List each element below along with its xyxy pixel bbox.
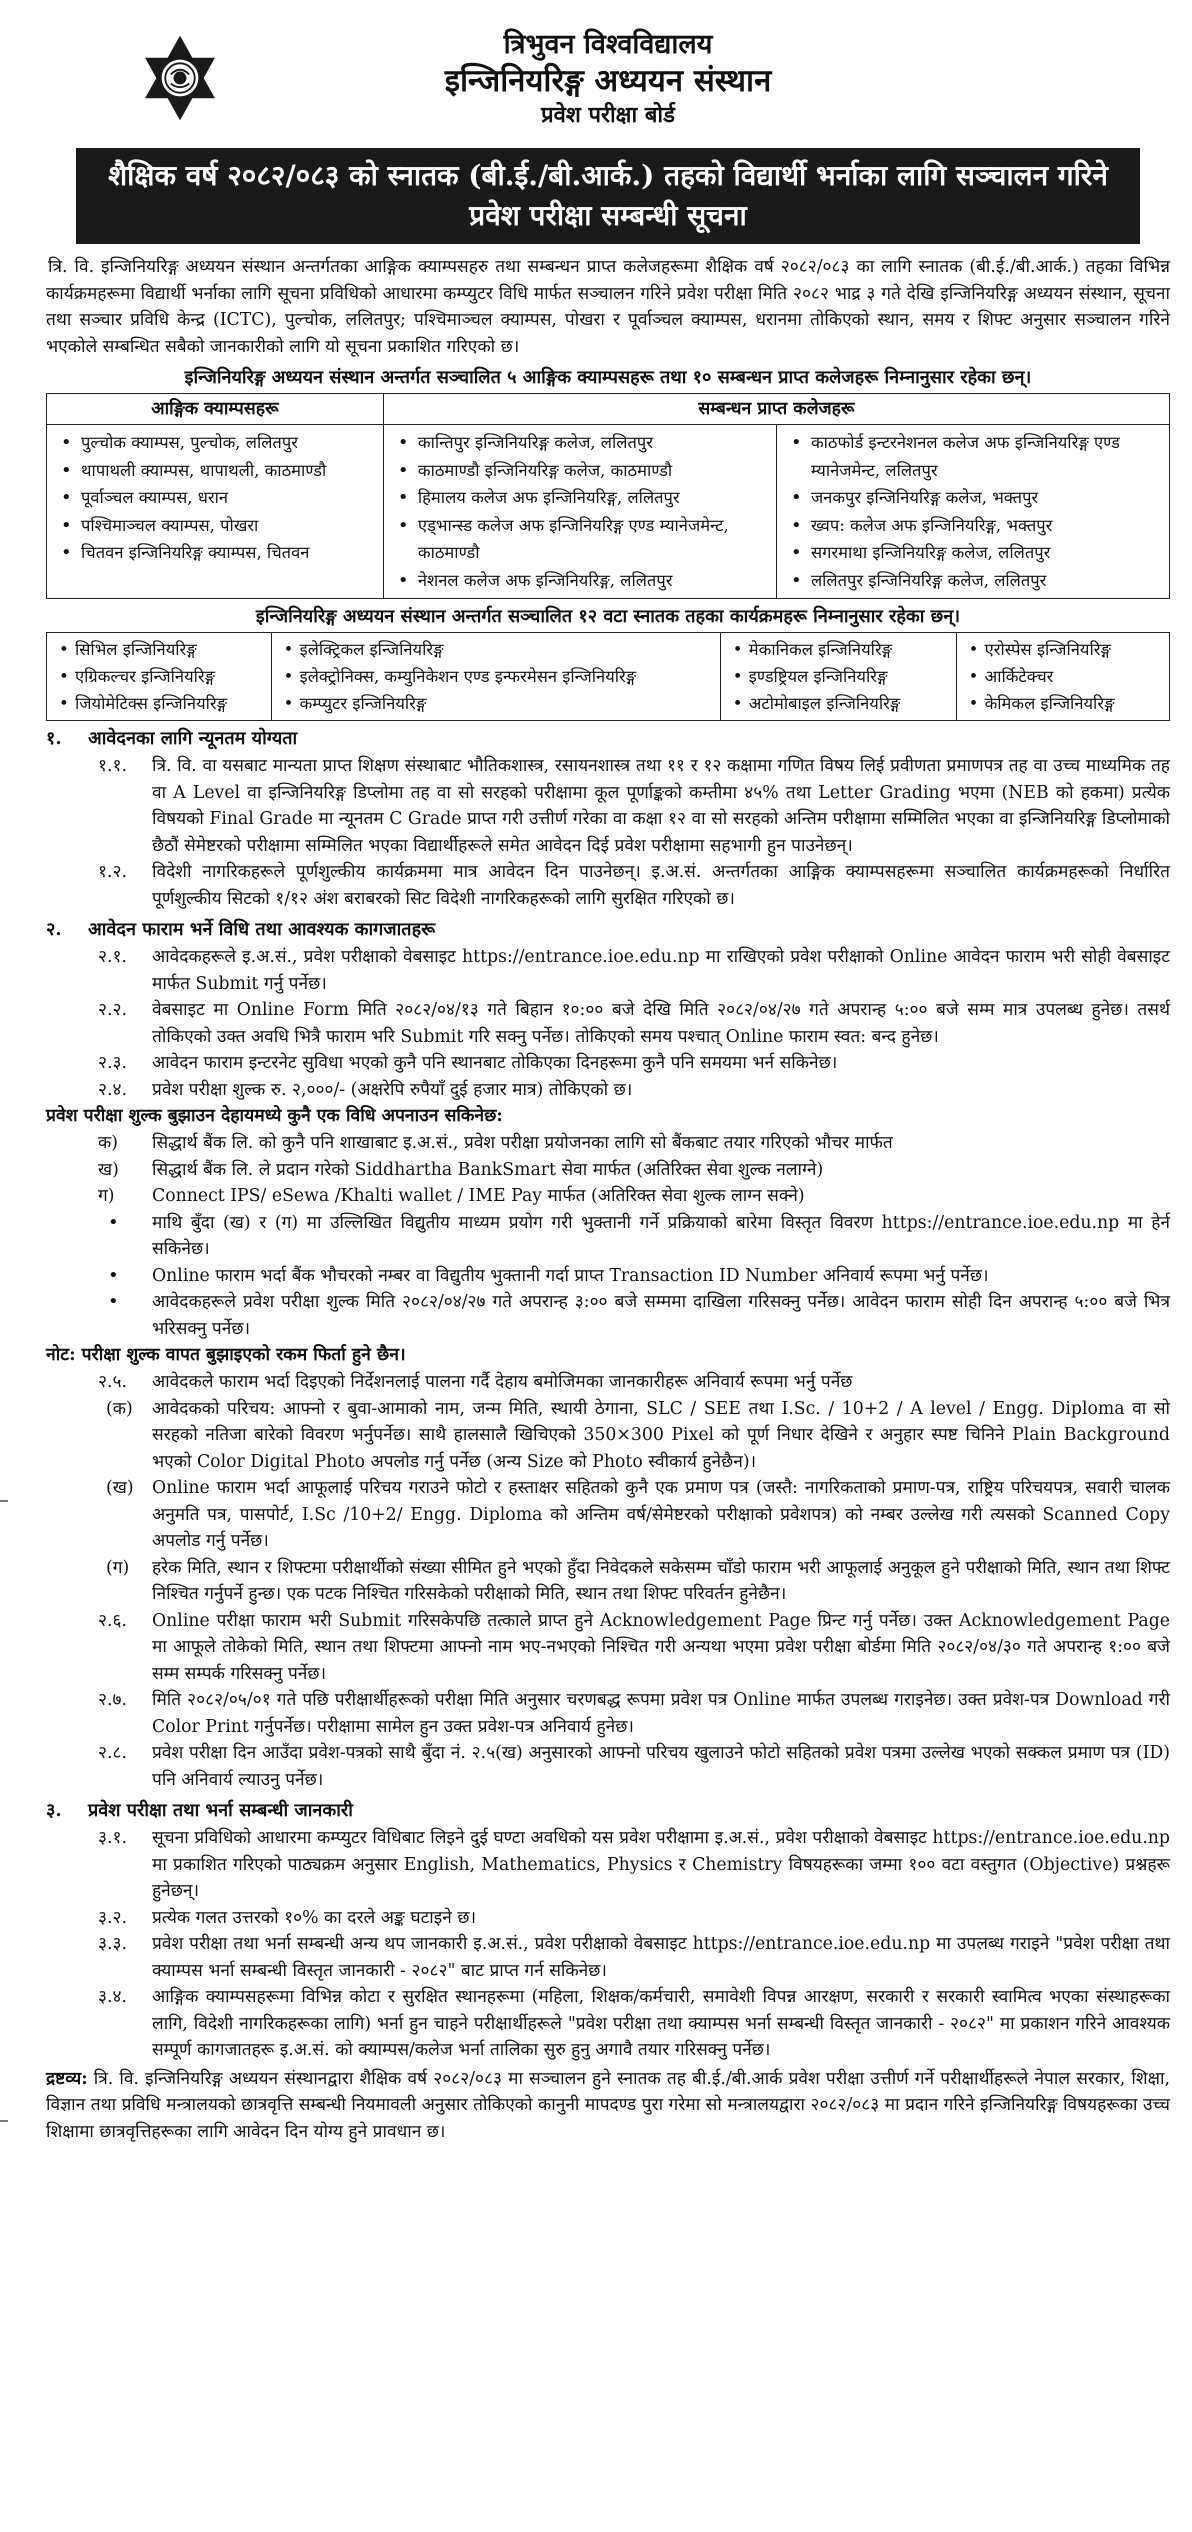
- campus-heading: इन्जिनियरिङ्ग अध्ययन संस्थान अन्तर्गत सञ्चालित ५ आङ्गिक क्याम्पसहरू तथा १० सम्बन्धन प्राप्त कलेजहरू निम्नानुसार रहेका छन्।: [184, 367, 1032, 388]
- subclause-label: (ग): [106, 1557, 130, 1578]
- section-1-title: [46, 725, 1170, 753]
- subclause-text: Online फाराम भर्दा आफूलाई परिचय गराउने फोटो र हस्ताक्षर सहितको कुनै एक प्रमाण पत्र (जस्तै: नागरिकताको प्रमाण-पत्र, राष्ट्रिय परिचयपत्र, सवारी चालक अनुमति पत्र, पासपोर्ट, I.Sc /10+2/ Engg. Diploma को अन्तिम वर्ष/सेमेष्टरको परीक्षाको प्रवेशपत्र) को नम्बर उल्लेख गरी त्यसको Scanned Copy अपलोड गर्नु पर्नेछ।: [152, 1478, 1170, 1551]
- footnote-text: त्रि. वि. इन्जिनियरिङ्ग अध्ययन संस्थानद्वारा शैक्षिक वर्ष २०८२/०८३ मा सञ्चालन हुने स्नातक तह बी.ई./बी.आर्क प्रवेश परीक्षा उत्तीर्ण गर्ने परीक्षार्थीहरूले नेपाल सरकार, शिक्षा, विज्ञान तथा प्रविधि मन्त्रालयको छात्रवृत्ति सम्बन्धी नियमावली अनुसार तोकिएको कानुनी मापदण्ड पुरा गरेमा सो मन्त्रालयद्वारा २०८२/०८३ मा प्रदान गरिने इन्जिनियरिङ्ग विषयहरूका उच्च शिक्षामा छात्रवृत्तिहरूका लागि आवेदन दिन योग्य हुने प्रावधान छ।: [46, 2068, 1170, 2142]
- subclause-text: हरेक मिति, स्थान र शिफ्टमा परीक्षार्थीको संख्या सीमित हुने भएको हुँदा निवेदकले सकेसम्म चाँडो फाराम भरी आफूलाई अनुकूल हुने परीक्षाको मिति, स्थान तथा शिफ्ट निश्चित गर्नुपर्ने हुन्छ। एक पटक निश्चित गरिसकेको परीक्षाको मिति, स्थान तथा शिफ्ट परिवर्तन हुनेछैन।: [152, 1557, 1170, 1604]
- clause-2-4: [46, 1077, 1170, 1104]
- affiliated-header: सम्बन्धन प्राप्त कलेजहरू: [383, 394, 1169, 425]
- title-banner: [76, 148, 1140, 244]
- clause-text: आवेदन फाराम इन्टरनेट सुविधा भएको कुनै पनि स्थानबाट तोकिएका दिनहरूमा कुनै पनि समयमा भर्न सकिनेछ।: [152, 1053, 838, 1073]
- clause-text: विदेशी नागरिकहरूले पूर्णशुल्कीय कार्यक्रममा मात्र आवेदन दिन पाउनेछन्। इ.अ.सं. अन्तर्गतका आङ्गिक क्याम्पसहरूमा सञ्चालित कार्यक्रमहरूको निर्धारित पूर्णशुल्कीय सिटको १/१२ अंश बराबरको सिट विदेशी नागरिकहरूको लागि सुरक्षित गरिएको छ।: [152, 862, 1170, 909]
- list-item: • आर्किटेक्चर: [985, 663, 1163, 690]
- fee-option-ka: [46, 1130, 1170, 1157]
- clause-text: आङ्गिक क्याम्पसहरूमा विभिन्न कोटा र सुरक्षित स्थानहरूमा (महिला, शिक्षक/कर्मचारी, समावेशी विपन्न आरक्षण, सरकारी र सरकारी स्वामित्व भएका संस्थाहरूका लागि, विदेशी नागरिकहरूका लागि) भर्ना हुन चाहने परीक्षार्थीहरूले "प्रवेश परीक्षा तथा क्याम्पस भर्ना सम्बन्धी विस्तृत जानकारी - २०८२" मा प्रकाशन गरिने आवश्यक सम्पूर्ण कागजातहरू इ.अ.सं. को क्याम्पस/कलेज भर्ना तालिका सुरु हुनु अगावै तयार गरिसक्नु पर्नेछ।: [152, 1987, 1170, 2060]
- clause-text: Online परीक्षा फाराम भरी Submit गरिसकेपछि तत्काले प्राप्त हुने Acknowledgement Page प्रिन्ट गर्नु पर्नेछ। उक्त Acknowledgement Page मा आफूले तोकेको मिति, स्थान तथा शिफ्टमा आफ्नो नाम भए-नभएको निश्चित गरी अन्यथा भएमा प्रवेश परीक्षा बोर्डमा मिति २०८२/०४/३० गते अपरान्ह १:०० बजे सम्म सम्पर्क गरिसक्नु पर्नेछ।: [152, 1610, 1170, 1684]
- program-table: [46, 632, 1170, 721]
- program-col-3: [720, 633, 956, 721]
- list-item: • पूर्वाञ्चल क्याम्पस, धरान: [81, 484, 377, 512]
- campus-table: [46, 393, 1170, 599]
- banner-line-2: प्रवेश परीक्षा सम्बन्धी सूचना: [469, 199, 747, 232]
- list-item: • सगरमाथा इन्जिनियरिङ्ग कलेज, ललितपुर: [811, 539, 1163, 567]
- clause-2-5-kha: [46, 1475, 1170, 1555]
- list-item: • काठमाण्डौ इन्जिनियरिङ्ग कलेज, काठमाण्डौ: [418, 457, 770, 485]
- subclause-label: (क): [106, 1398, 133, 1419]
- list-item: • केमिकल इन्जिनियरिङ्ग: [985, 690, 1163, 717]
- list-item: • हिमालय कलेज अफ इन्जिनियरिङ्ग, ललितपुर: [418, 484, 770, 512]
- clause-text: मिति २०८२/०५/०१ गते पछि परीक्षार्थीहरूको परीक्षा मिति अनुसार चरणबद्ध रूपमा प्रवेश पत्र Online मार्फत उपलब्ध गराइनेछ। उक्त प्रवेश-पत्र Download गरी Color Print गर्नुपर्नेछ। परीक्षामा सामेल हुन उक्त प्रवेश-पत्र अनिवार्य हुनेछ।: [152, 1690, 1170, 1737]
- clause-number: २.१.: [98, 947, 127, 967]
- affiliated-list-b: [776, 425, 1169, 599]
- header: [46, 28, 1170, 148]
- clause-2-5: [46, 1369, 1170, 1396]
- clause-3-4: [46, 1984, 1170, 2064]
- list-item: • कम्प्युटर इन्जिनियरिङ्ग: [300, 690, 714, 717]
- section-number: १.: [46, 728, 62, 749]
- intro-paragraph: त्रि. वि. इन्जिनियरिङ्ग अध्ययन संस्थान अन्तर्गतका आङ्गिक क्याम्पसहरु तथा सम्बन्धन प्राप्त कलेजहरूमा शैक्षिक वर्ष २०८२/०८३ का लागि स्नातक (बी.ई./बी.आर्क.) तहका विभिन्न कार्यक्रमहरूमा विद्यार्थी भर्नाका लागि सूचना प्रविधिको आधारमा कम्प्युटर विधि मार्फत सञ्चालन गरिने प्रवेश परीक्षा मिति २०८२ भाद्र ३ गते देखि इन्जिनियरिङ्ग अध्ययन संस्थान, सूचना तथा सञ्चार प्रविधि केन्द्र (ICTC), पुल्चोक, ललितपुर; पश्चिमाञ्चल क्याम्पस, पोखरा र पूर्वाञ्चल क्याम्पस, धरानमा तोकिएको स्थान, समय र शिफ्ट अनुसार सञ्चालन गरिने भएकोले सम्बन्धित सबैको जानकारीको लागि यो सूचना प्रकाशित गरिएको छ।: [46, 257, 1170, 357]
- list-item: • एग्रिकल्चर इन्जिनियरिङ्ग: [75, 663, 265, 690]
- clause-number: १.२.: [98, 862, 127, 882]
- clause-3-1: [46, 1825, 1170, 1905]
- list-item: • जियोमेटिक्स इन्जिनियरिङ्ग: [75, 690, 265, 717]
- list-item: • अटोमोबाइल इन्जिनियरिङ्ग: [749, 690, 950, 717]
- option-label: क): [98, 1133, 119, 1153]
- option-label: ग): [98, 1186, 115, 1206]
- list-item: • एरोस्पेस इन्जिनियरिङ्ग: [985, 636, 1163, 663]
- scan-mark: [0, 1500, 8, 1502]
- list-item: • चितवन इन्जिनियरिङ्ग क्याम्पस, चितवन: [81, 539, 377, 567]
- list-item: • जनकपुर इन्जिनियरिङ्ग कलेज, भक्तपुर: [811, 484, 1163, 512]
- clause-text: आवेदकहरूले इ.अ.सं., प्रवेश परीक्षाको वेबसाइट https://entrance.ioe.edu.np मा राखिएको प्रवेश परीक्षाको Online आवेदन फाराम भरी सोही वेबसाइट मार्फत Submit गर्नु पर्नेछ।: [152, 947, 1170, 994]
- clause-number: २.८.: [98, 1743, 127, 1763]
- university-name: त्रिभुवन विश्वविद्यालय: [503, 29, 713, 60]
- clause-text: प्रवेश परीक्षा दिन आउँदा प्रवेश-पत्रको साथै बुँदा नं. २.५(ख) अनुसारको आफ्नो परिचय खुलाउने फोटो सहितको प्रवेश पत्रमा उल्लेख भएको सक्कल प्रमाण पत्र (ID) पनि अनिवार्य ल्याउनु पर्नेछ।: [152, 1743, 1170, 1790]
- list-item: • इलेक्ट्रिकल इन्जिनियरिङ्ग: [300, 636, 714, 663]
- clause-number: २.७.: [98, 1690, 127, 1710]
- section-title-text: आवेदन फाराम भर्ने विधि तथा आवश्यक कागजातहरू: [88, 919, 436, 940]
- refund-note: नोट: परीक्षा शुल्क वापत बुझाइएको रकम फिर्ता हुने छैन।: [46, 1345, 406, 1365]
- clause-text: प्रवेश परीक्षा तथा भर्ना सम्बन्धी अन्य थप जानकारी इ.अ.सं., प्रवेश परीक्षाको वेबसाइट https://entrance.ioe.edu.np मा उपलब्ध गराइने "प्रवेश परीक्षा तथा क्याम्पस भर्ना सम्बन्धी विस्तृत जानकारी - २०८२" बाट प्राप्त गर्न सकिनेछ।: [152, 1934, 1170, 1981]
- section-title-text: प्रवेश परीक्षा तथा भर्ना सम्बन्धी जानकारी: [88, 1800, 353, 1821]
- clause-2-3: [46, 1050, 1170, 1077]
- section-3-title: [46, 1797, 1170, 1825]
- banner-line-1: शैक्षिक वर्ष २०८२/०८३ को स्नातक (बी.ई./बी.आर्क.) तहको विद्यार्थी भर्नाका लागि सञ्चालन गरिने: [108, 159, 1108, 192]
- clause-text: प्रवेश परीक्षा शुल्क रु. २,०००/- (अक्षरेपि रुपैयाँ दुई हजार मात्र) तोकिएको छ।: [152, 1079, 633, 1100]
- list-item: • थापाथली क्याम्पस, थापाथली, काठमाण्डौ: [81, 457, 377, 485]
- scan-mark: [0, 2120, 8, 2122]
- list-item: • इण्डष्ट्रियल इन्जिनियरिङ्ग: [749, 663, 950, 690]
- list-item: • कान्तिपुर इन्जिनियरिङ्ग कलेज, ललितपुर: [418, 429, 770, 457]
- clause-number: ३.४.: [98, 1987, 127, 2007]
- list-item: • ललितपुर इन्जिनियरिङ्ग कलेज, ललितपुर: [811, 567, 1163, 595]
- clause-number: ३.३.: [98, 1934, 127, 1954]
- clause-3-3: [46, 1931, 1170, 1984]
- program-col-4: [956, 633, 1169, 721]
- clause-1-2: [46, 859, 1170, 912]
- list-item: • पश्चिमाञ्चल क्याम्पस, पोखरा: [81, 512, 377, 540]
- fee-option-kha: [46, 1157, 1170, 1184]
- clause-text: प्रत्येक गलत उत्तरको १०% का दरले अङ्क घटाइने छ।: [152, 1907, 476, 1928]
- program-col-2: [271, 633, 720, 721]
- option-text: Connect IPS/ eSewa /Khalti wallet / IME Pay मार्फत (अतिरिक्त सेवा शुल्क लाग्न सक्ने): [152, 1186, 805, 1206]
- clause-1-1: [46, 753, 1170, 859]
- clause-number: २.३.: [98, 1053, 127, 1073]
- constituent-list: [47, 425, 384, 599]
- list-item: • मेकानिकल इन्जिनियरिङ्ग: [749, 636, 950, 663]
- list-item: • काठफोर्ड इन्टरनेशनल कलेज अफ इन्जिनियरिङ्ग एण्ड म्यानेजमेन्ट, ललितपुर: [811, 429, 1163, 484]
- clause-3-2: [46, 1905, 1170, 1932]
- footnote-label: द्रष्टव्य:: [46, 2068, 88, 2089]
- option-text: सिद्धार्थ बैंक लि. ले प्रदान गरेको Siddhartha BankSmart सेवा मार्फत (अतिरिक्त सेवा शुल्क नलाग्ने): [152, 1159, 824, 1180]
- clause-text: वेबसाइट मा Online Form मिति २०८२/०४/१३ गते बिहान १०:०० बजे देखि मिति २०८२/०४/२७ गते अपरान्ह ५:०० बजे सम्म मात्र उपलब्ध हुनेछ। तसर्थ तोकिएको उक्त अवधि भित्रै फाराम भरि Submit गरि सक्नु पर्नेछ। तोकिएको समय पश्चात् Online फाराम स्वत: बन्द हुनेछ।: [152, 1000, 1170, 1047]
- clause-number: ३.१.: [98, 1828, 127, 1848]
- institute-name: इन्जिनियरिङ्ग अध्ययन संस्थान: [444, 63, 772, 99]
- fee-bullet-2: • Online फाराम भर्दा बैंक भौचरको नम्बर वा विद्युतीय भुक्तानी गर्दा प्राप्त Transaction ID Number अनिवार्य रूपमा भर्नु पर्नेछ।: [46, 1263, 1170, 1290]
- fee-option-ga: [46, 1183, 1170, 1210]
- clause-text: त्रि. वि. वा यसबाट मान्यता प्राप्त शिक्षण संस्थाबाट भौतिकशास्त्र, रसायनशास्त्र तथा ११ र १२ कक्षामा गणित विषय लिई प्रवीणता प्रमाणपत्र तह वा उच्च माध्यमिक तह वा A Level वा इन्जिनियरिङ्ग डिप्लोमा तह वा सो सरहको परीक्षामा कूल पूर्णाङ्कको कम्तीमा ४५% तथा Letter Grading भएमा (NEB को हकमा) प्रत्येक विषयको Final Grade मा न्यूनतम C Grade प्राप्त गरी उत्तीर्ण गरेका वा कक्षा १२ वा सो सरहको अन्तिम परीक्षामा सम्मिलित भएका वा इन्जिनियरिङ्ग डिप्लोमाको छैठौं सेमेष्टरको परीक्षामा सम्मिलित भएका विद्यार्थीहरूले समेत आवेदन दिई प्रवेश परीक्षामा सहभागी हुन पाउनेछन्।: [152, 756, 1170, 856]
- list-item: • ख्वप: कलेज अफ इन्जिनियरिङ्ग, भक्तपुर: [811, 512, 1163, 540]
- fee-method-heading: प्रवेश परीक्षा शुल्क बुझाउन देहायमध्ये कुनै एक विधि अपनाउन सकिनेछ:: [46, 1106, 503, 1126]
- program-col-1: [47, 633, 272, 721]
- section-number: ३.: [46, 1800, 62, 1821]
- clause-number: २.२.: [98, 1000, 127, 1020]
- subclause-text: आवेदकको परिचय: आफ्नो र बुवा-आमाको नाम, जन्म मिति, स्थायी ठेगाना, SLC / SEE तथा I.Sc. / 10+2 / A level / Engg. Diploma वा सो सरहको नतिजा बारेको विवरण भर्नुपर्नेछ। साथै हालसालै खिचिएको 350×300 Pixel को पूर्ण निधार देखिने र अनुहार स्पष्ट चिनिने Plain Background भएको Color Digital Photo अपलोड गर्नु पर्नेछ (अन्य Size को Photo स्वीकार्य हुनेछैन)।: [152, 1398, 1170, 1472]
- footnote: [46, 2066, 1170, 2146]
- fee-bullet-1: • माथि बुँदा (ख) र (ग) मा उल्लिखित विद्युतीय माध्यम प्रयोग गरी भुक्तानी गर्ने प्रक्रियाको बारेमा विस्तृत विवरण https://entrance.ioe.edu.np मा हेर्न सकिनेछ।: [46, 1210, 1170, 1263]
- section-2-title: [46, 916, 1170, 944]
- clause-number: २.५.: [98, 1372, 127, 1392]
- list-item: • नेशनल कलेज अफ इन्जिनियरिङ्ग, ललितपुर: [418, 567, 770, 595]
- clause-number: २.६.: [98, 1610, 127, 1631]
- clause-number: ३.२.: [98, 1907, 127, 1928]
- constituent-header: आङ्गिक क्याम्पसहरू: [47, 394, 384, 425]
- list-item: • पुल्चोक क्याम्पस, पुल्चोक, ललितपुर: [81, 429, 377, 457]
- list-item: • सिभिल इन्जिनियरिङ्ग: [75, 636, 265, 663]
- section-number: २.: [46, 919, 62, 940]
- section-title-text: आवेदनका लागि न्यूनतम योग्यता: [88, 728, 298, 749]
- clause-2-1: [46, 944, 1170, 997]
- list-item: • इलेक्ट्रोनिक्स, कम्युनिकेशन एण्ड इन्फरमेसन इन्जिनियरिङ्ग: [300, 663, 714, 690]
- clause-2-8: [46, 1740, 1170, 1793]
- affiliated-list-a: [383, 425, 776, 599]
- clause-2-2: [46, 997, 1170, 1050]
- clause-2-5-ga: [46, 1555, 1170, 1608]
- option-text: सिद्धार्थ बैंक लि. को कुनै पनि शाखाबाट इ.अ.सं., प्रवेश परीक्षा प्रयोजनका लागि सो बैंकबाट तयार गरिएको भौचर मार्फत: [152, 1133, 893, 1153]
- option-label: ख): [98, 1159, 119, 1180]
- board-name: प्रवेश परीक्षा बोर्ड: [541, 102, 675, 128]
- clause-2-7: [46, 1687, 1170, 1740]
- fee-bullet-3: • आवेदकहरूले प्रवेश परीक्षा शुल्क मिति २०८२/०४/२७ गते अपरान्ह ३:०० बजे सम्ममा दाखिला गरिसक्नु पर्नेछ। आवेदन फाराम सोही दिन अपरान्ह ५:०० बजे भित्र भरिसक्नु पर्नेछ।: [46, 1289, 1170, 1342]
- clause-text: सूचना प्रविधिको आधारमा कम्प्युटर विधिबाट लिइने दुई घण्टा अवधिको यस प्रवेश परीक्षामा इ.अ.सं., प्रवेश परीक्षाको वेबसाइट https://entrance.ioe.edu.np मा प्रकाशित गरिएको पाठ्यक्रम अनुसार English, Mathematics, Physics र Chemistry विषयहरूका जम्मा १०० वटा वस्तुगत (Objective) प्रश्नहरू हुनेछन्।: [152, 1828, 1170, 1901]
- subclause-label: (ख): [106, 1478, 134, 1498]
- program-heading: इन्जिनियरिङ्ग अध्ययन संस्थान अन्तर्गत सञ्चालित १२ वटा स्नातक तहका कार्यक्रमहरू निम्नानुसार रहेका छन्।: [255, 606, 961, 627]
- clause-number: १.१.: [98, 756, 127, 776]
- clause-number: २.४.: [98, 1079, 127, 1100]
- clause-text: आवेदकले फाराम भर्दा दिइएको निर्देशनलाई पालना गर्दै देहाय बमोजिमका जानकारीहरू अनिवार्य रूपमा भर्नु पर्नेछ: [152, 1372, 853, 1392]
- clause-2-5-ka: [46, 1396, 1170, 1476]
- clause-2-6: [46, 1608, 1170, 1688]
- list-item: • एड्भान्स्ड कलेज अफ इन्जिनियरिङ्ग एण्ड म्यानेजमेन्ट, काठमाण्डौ: [418, 512, 770, 567]
